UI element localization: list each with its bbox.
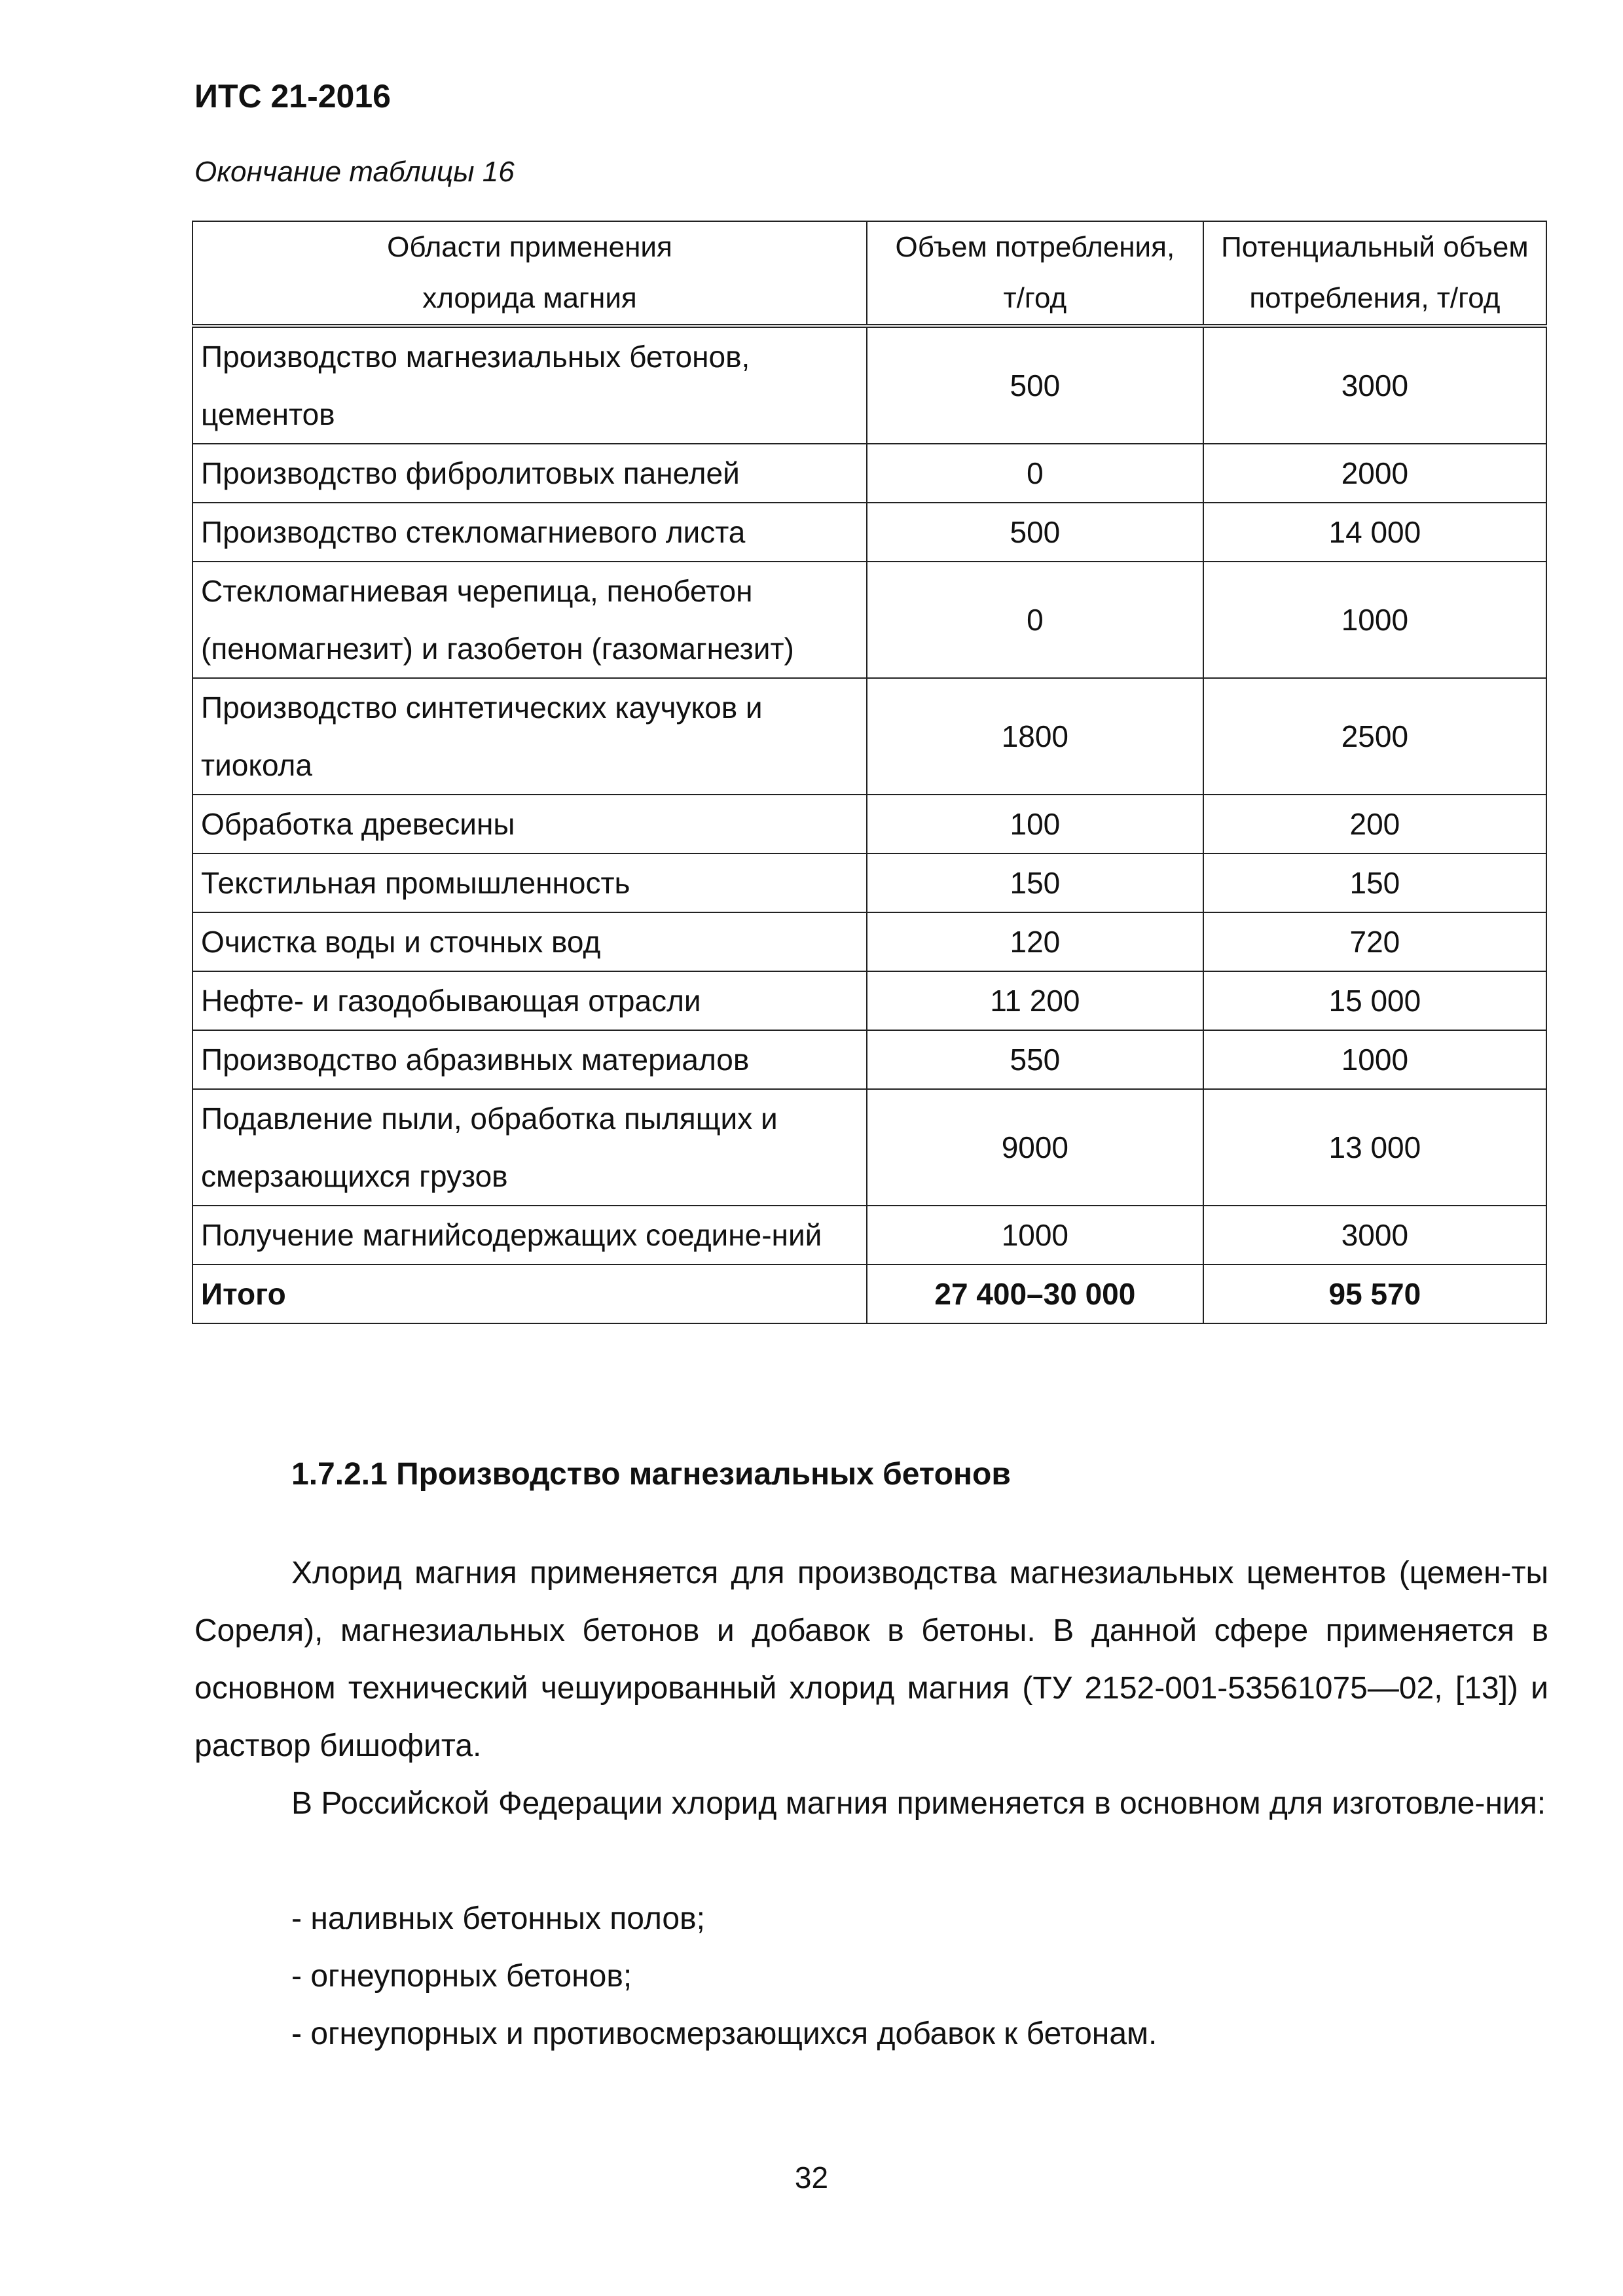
row-volume: 0 — [867, 562, 1203, 678]
table-row — [192, 795, 1546, 853]
header-volume: Объем потребления, т/год — [867, 221, 1203, 326]
document-code: ИТС 21-2016 — [194, 78, 391, 115]
row-potential: 13 000 — [1203, 1089, 1546, 1206]
row-volume: 500 — [867, 326, 1203, 444]
table-row — [192, 326, 1546, 444]
table-row — [192, 1089, 1546, 1206]
row-potential: 720 — [1203, 912, 1546, 971]
list-item: - огнеупорных и противосмерзающихся добавок к бетонам. — [291, 2017, 1158, 2051]
list-item: - наливных бетонных полов; — [291, 1901, 705, 1936]
consumption-table — [192, 221, 1547, 1324]
row-area: Очистка воды и сточных вод — [192, 912, 867, 971]
table-header-row — [192, 221, 1546, 326]
row-area: Производство фибролитовых панелей — [192, 444, 867, 503]
row-potential: 15 000 — [1203, 971, 1546, 1030]
table-body — [192, 326, 1546, 1323]
table-row — [192, 1206, 1546, 1265]
row-area: Производство синтетических каучуков и тиокола — [192, 678, 867, 795]
total-volume: 27 400–30 000 — [867, 1265, 1203, 1323]
row-area: Подавление пыли, обработка пылящих и смерзающихся грузов — [192, 1089, 867, 1206]
page-number: 32 — [794, 2161, 829, 2195]
paragraph-1: Хлорид магния применяется для производства магнезиальных цементов (цемен-ты Сореля), магнезиальных бетонов и добавок в бетоны. В данной сфере применяется в основном технический чешуированный хлорид магния (ТУ 2152-001-53561075—02, [13]) и раствор бишофита. — [194, 1556, 1548, 1763]
row-potential: 1000 — [1203, 562, 1546, 678]
table-row — [192, 503, 1546, 562]
row-volume: 1000 — [867, 1206, 1203, 1265]
total-potential: 95 570 — [1203, 1265, 1546, 1323]
row-area: Получение магнийсодержащих соедине-ний — [192, 1206, 867, 1265]
row-potential: 3000 — [1203, 1206, 1546, 1265]
header-potential: Потенциальный объем потребления, т/год — [1203, 221, 1546, 326]
row-area: Текстильная промышленность — [192, 853, 867, 912]
row-area: Обработка древесины — [192, 795, 867, 853]
row-area: Производство стекломагниевого листа — [192, 503, 867, 562]
table-row — [192, 1030, 1546, 1089]
row-area: Стекломагниевая черепица, пенобетон (пеномагнезит) и газобетон (газомагнезит) — [192, 562, 867, 678]
total-label: Итого — [192, 1265, 867, 1323]
row-potential: 150 — [1203, 853, 1546, 912]
row-area: Производство абразивных материалов — [192, 1030, 867, 1089]
row-potential: 1000 — [1203, 1030, 1546, 1089]
row-volume: 1800 — [867, 678, 1203, 795]
row-area: Нефте- и газодобывающая отрасли — [192, 971, 867, 1030]
row-volume: 11 200 — [867, 971, 1203, 1030]
row-volume: 100 — [867, 795, 1203, 853]
row-volume: 500 — [867, 503, 1203, 562]
row-potential: 2000 — [1203, 444, 1546, 503]
row-volume: 0 — [867, 444, 1203, 503]
table-row — [192, 444, 1546, 503]
table-row — [192, 853, 1546, 912]
table-row-total — [192, 1265, 1546, 1323]
row-volume: 550 — [867, 1030, 1203, 1089]
row-potential: 200 — [1203, 795, 1546, 853]
row-volume: 120 — [867, 912, 1203, 971]
row-area: Производство магнезиальных бетонов, цементов — [192, 326, 867, 444]
row-volume: 150 — [867, 853, 1203, 912]
table-row — [192, 912, 1546, 971]
table-row — [192, 971, 1546, 1030]
table-caption: Окончание таблицы 16 — [194, 156, 515, 188]
table-row — [192, 562, 1546, 678]
header-area: Области применения хлорида магния — [192, 221, 867, 326]
list-item: - огнеупорных бетонов; — [291, 1959, 632, 1994]
section-heading: 1.7.2.1 Производство магнезиальных бетонов — [291, 1457, 1011, 1492]
row-volume: 9000 — [867, 1089, 1203, 1206]
table-row — [192, 678, 1546, 795]
row-potential: 14 000 — [1203, 503, 1546, 562]
paragraph-2: В Российской Федерации хлорид магния применяется в основном для изготовле-ния: — [291, 1786, 1546, 1821]
usage-list — [291, 1890, 1157, 2063]
row-potential: 3000 — [1203, 326, 1546, 444]
row-potential: 2500 — [1203, 678, 1546, 795]
